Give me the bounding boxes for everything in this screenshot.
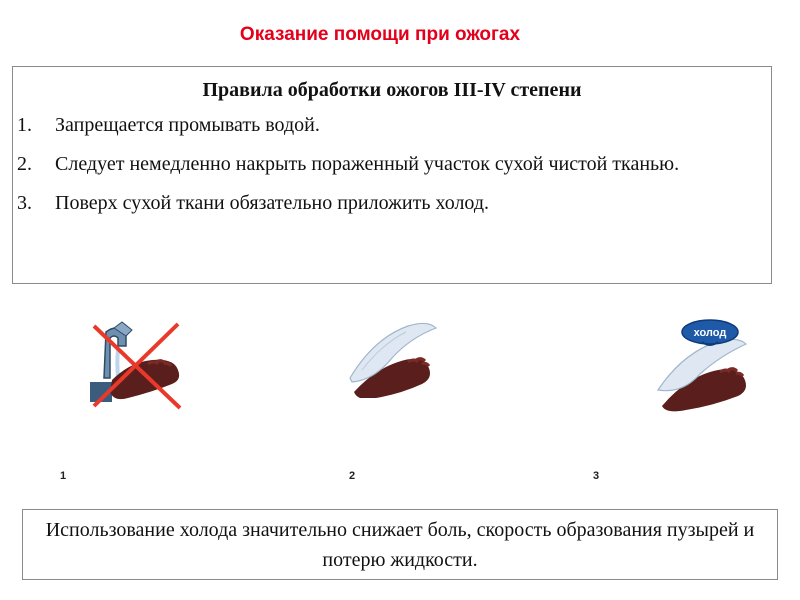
rule-number: 1. [17,114,32,136]
no-water-illustration [88,320,184,412]
rule-text: Запрещается промывать водой. [55,114,320,136]
dry-cloth-illustration [348,322,438,398]
rule-item [13,110,771,141]
rule-text: Поверх сухой ткани обязательно приложить холод. [55,192,490,214]
note-text: Использование холода значительно снижает боль, скорость образования пузырей и потерю жидкости. [45,519,755,571]
rules-list [13,110,771,219]
cold-badge-label: холод [693,327,727,339]
rule-number: 2. [17,153,32,175]
cold-application-illustration [654,318,774,412]
rules-heading: Правила обработки ожогов III-IV степени [202,79,582,101]
page-title: Оказание помощи при ожогах [239,24,521,45]
rule-item [13,188,771,219]
rule-number: 3. [17,192,32,214]
figure-label-2: 2 [349,470,356,482]
figure-label-1: 1 [60,470,67,482]
rule-text: Следует немедленно накрыть пораженный участок сухой чистой тканью. [55,153,680,175]
rules-box [12,66,772,284]
figure-label-3: 3 [593,470,600,482]
note-box [22,509,778,580]
rule-item [13,149,771,180]
